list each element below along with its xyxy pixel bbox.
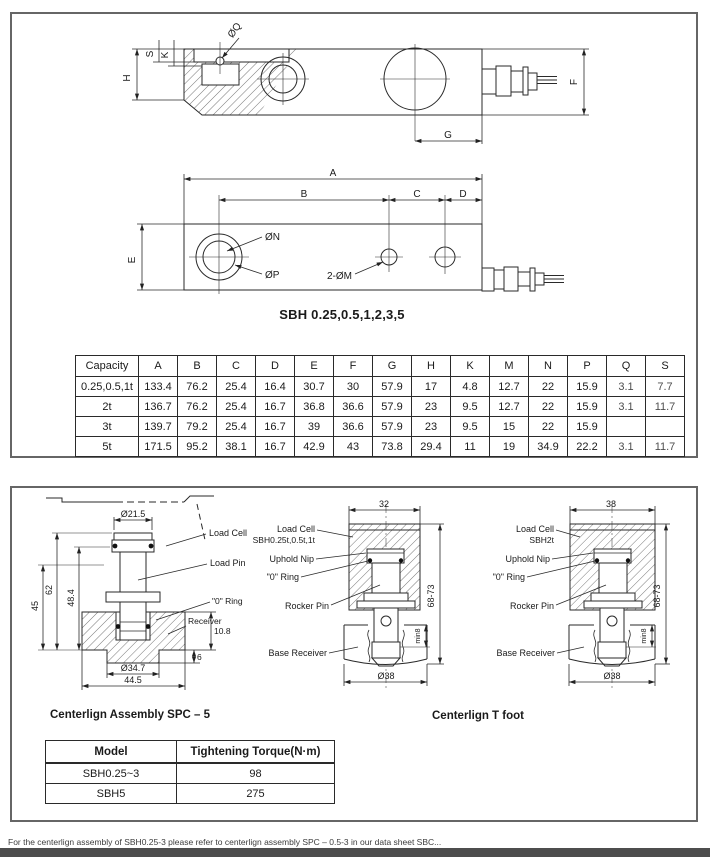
table-cell: 133.4 — [139, 377, 178, 397]
table-cell: 12.7 — [490, 397, 529, 417]
dim-label-B: B — [300, 189, 308, 200]
dim-label-OQ: ØQ — [225, 21, 244, 41]
dim-label-S: S — [145, 50, 156, 58]
dim-label-K: K — [160, 51, 171, 59]
dim-label-32: 32 — [378, 499, 390, 509]
dim-label-6: 6 — [197, 652, 202, 662]
dim-label-H: H — [122, 74, 133, 82]
table-row — [76, 397, 685, 417]
table-cell: 3.1 — [607, 377, 646, 397]
table-row — [76, 437, 685, 457]
dimension-drawing-panel — [10, 12, 698, 458]
table-cell: 76.2 — [178, 397, 217, 417]
column-header: C — [217, 356, 256, 377]
side-view-body — [184, 42, 482, 141]
table-cell — [607, 417, 646, 437]
table-cell: 73.8 — [373, 437, 412, 457]
dim-label-D: D — [459, 189, 467, 200]
callout-load-cell: Load Cell — [209, 528, 248, 538]
table-row — [46, 763, 335, 784]
table-cell: 25.4 — [217, 377, 256, 397]
table-cell: 95.2 — [178, 437, 217, 457]
table-cell: 22.2 — [568, 437, 607, 457]
load-cell-side-view-drawing — [87, 20, 657, 157]
footer-note: For the centerlign assembly of SBH0.25-3 please refer to centerlign assembly SPC – 0.5-3 in our data sheet SBC... — [8, 837, 442, 847]
table-cell: 15.9 — [568, 377, 607, 397]
table-cell: 76.2 — [178, 377, 217, 397]
table-cell: 22 — [529, 397, 568, 417]
cable-gland-top — [482, 267, 564, 291]
table-cell: 16.7 — [256, 397, 295, 417]
dim-label-OP: ØP — [265, 270, 280, 281]
table-cell: 23 — [412, 417, 451, 437]
column-header: Tightening Torque(N·m) — [177, 741, 335, 764]
column-header: G — [373, 356, 412, 377]
column-header: E — [295, 356, 334, 377]
spc5-assembly-title: Centerlign Assembly SPC – 5 — [50, 709, 210, 721]
table-cell: 43 — [334, 437, 373, 457]
table-cell: 39 — [295, 417, 334, 437]
table-cell: 36.6 — [334, 397, 373, 417]
column-header: F — [334, 356, 373, 377]
table-header-row — [76, 356, 685, 377]
callout-o-ring: "0" Ring — [212, 596, 243, 606]
load-cell-top-view-drawing — [87, 162, 657, 312]
table-cell: 38.1 — [217, 437, 256, 457]
callout-uphold-nip: Uphold Nip — [269, 554, 314, 564]
table-cell: 15 — [490, 417, 529, 437]
table-cell: 9.5 — [451, 417, 490, 437]
cable-gland-side — [482, 66, 557, 96]
dim-label-d34-7: Ø34.7 — [120, 663, 146, 673]
callout-load-cell-model: SBH2t — [529, 535, 554, 545]
table-row — [76, 377, 685, 397]
tfoot-assembly-drawing — [493, 499, 670, 688]
table-cell: 275 — [177, 784, 335, 804]
dim-label-48-4: 48.4 — [66, 589, 76, 607]
table-header-row — [46, 741, 335, 764]
table-cell: 36.6 — [334, 417, 373, 437]
column-header: D — [256, 356, 295, 377]
callout-rocker-pin: Rocker Pin — [509, 601, 554, 611]
table-cell: 22 — [529, 417, 568, 437]
dim-label-45: 45 — [30, 600, 40, 612]
callout-receiver: Receiver — [188, 616, 222, 626]
table-cell: 16.7 — [256, 417, 295, 437]
callout-load-cell: Load Cell — [276, 524, 315, 534]
table-row — [46, 784, 335, 804]
table-cell: SBH0.25~3 — [46, 763, 177, 784]
torque-table — [45, 740, 335, 804]
dim-label-G: G — [444, 130, 452, 141]
assembly-drawing-panel — [10, 486, 698, 822]
table-cell: 36.8 — [295, 397, 334, 417]
table-cell: SBH5 — [46, 784, 177, 804]
dim-label-A: A — [329, 168, 337, 179]
callout-load-pin: Load Pin — [210, 558, 246, 568]
dim-label-d38: Ø38 — [377, 671, 395, 681]
column-header: P — [568, 356, 607, 377]
table-cell: 79.2 — [178, 417, 217, 437]
table-cell: 57.9 — [373, 417, 412, 437]
center-assembly-drawing — [253, 499, 444, 688]
dim-label-min8: min8 — [415, 628, 422, 644]
dim-label-2OM: 2-ØM — [327, 271, 352, 282]
dim-label-E: E — [127, 256, 138, 264]
table-cell: 22 — [529, 377, 568, 397]
dim-label-C: C — [413, 189, 421, 200]
callout-load-cell-model: SBH0.25t,0.5t,1t — [252, 535, 315, 545]
column-header: A — [139, 356, 178, 377]
table-cell: 15.9 — [568, 417, 607, 437]
top-view-dimension-labels — [127, 168, 467, 282]
assembly-drawings — [16, 490, 698, 705]
table-cell: 42.9 — [295, 437, 334, 457]
table-cell: 25.4 — [217, 417, 256, 437]
table-cell: 2t — [76, 397, 139, 417]
callout-rocker-pin: Rocker Pin — [284, 601, 329, 611]
table-cell: 12.7 — [490, 377, 529, 397]
table-cell: 11.7 — [646, 437, 685, 457]
table-cell: 30.7 — [295, 377, 334, 397]
column-header: B — [178, 356, 217, 377]
dim-label-10-8: 10.8 — [214, 626, 231, 636]
dim-label-38: 38 — [605, 499, 617, 509]
column-header: S — [646, 356, 685, 377]
table-cell: 57.9 — [373, 397, 412, 417]
table-cell: 11.7 — [646, 397, 685, 417]
table-cell: 98 — [177, 763, 335, 784]
top-view-dimensions — [137, 174, 482, 294]
dim-label-d21-5: Ø21.5 — [120, 509, 146, 519]
dimension-table — [75, 355, 685, 457]
table-cell: 4.8 — [451, 377, 490, 397]
callout-uphold-nip: Uphold Nip — [505, 554, 550, 564]
table-cell — [646, 417, 685, 437]
table-cell: 25.4 — [217, 397, 256, 417]
column-header: Capacity — [76, 356, 139, 377]
dim-label-68-73: 68-73 — [652, 584, 662, 608]
table-cell: 3t — [76, 417, 139, 437]
column-header: H — [412, 356, 451, 377]
table-cell: 139.7 — [139, 417, 178, 437]
column-header: N — [529, 356, 568, 377]
table-cell: 7.7 — [646, 377, 685, 397]
table-cell: 3.1 — [607, 397, 646, 417]
table-cell: 171.5 — [139, 437, 178, 457]
dim-label-44-5: 44.5 — [124, 675, 142, 685]
column-header: K — [451, 356, 490, 377]
table-cell: 5t — [76, 437, 139, 457]
table-row — [76, 417, 685, 437]
tfoot-assembly-title: Centerlign T foot — [432, 710, 524, 722]
column-header: Model — [46, 741, 177, 764]
spc5-assembly-drawing — [30, 496, 247, 690]
dim-label-68-73: 68-73 — [426, 584, 436, 608]
table-cell: 57.9 — [373, 377, 412, 397]
column-header: Q — [607, 356, 646, 377]
dim-label-62: 62 — [44, 584, 54, 596]
table-cell: 34.9 — [529, 437, 568, 457]
callout-load-cell: Load Cell — [515, 524, 554, 534]
table-cell: 11 — [451, 437, 490, 457]
table-cell: 3.1 — [607, 437, 646, 457]
table-cell: 29.4 — [412, 437, 451, 457]
callout-o-ring: "0" Ring — [266, 572, 299, 582]
table-cell: 136.7 — [139, 397, 178, 417]
table-cell: 9.5 — [451, 397, 490, 417]
table-cell: 30 — [334, 377, 373, 397]
table-cell: 15.9 — [568, 397, 607, 417]
dim-label-min8: min8 — [641, 628, 648, 644]
table-cell: 0.25,0.5,1t — [76, 377, 139, 397]
dim-label-ON: ØN — [265, 232, 280, 243]
dim-label-d38: Ø38 — [603, 671, 621, 681]
table-cell: 16.4 — [256, 377, 295, 397]
side-view-title: SBH 0.25,0.5,1,2,3,5 — [279, 307, 405, 322]
dim-label-F: F — [569, 78, 580, 86]
table-cell: 23 — [412, 397, 451, 417]
callout-base-receiver: Base Receiver — [496, 648, 555, 658]
bottom-bar — [0, 848, 710, 857]
table-cell: 19 — [490, 437, 529, 457]
table-cell: 16.7 — [256, 437, 295, 457]
table-cell: 17 — [412, 377, 451, 397]
callout-base-receiver: Base Receiver — [268, 648, 327, 658]
callout-o-ring: "0" Ring — [492, 572, 525, 582]
column-header: M — [490, 356, 529, 377]
